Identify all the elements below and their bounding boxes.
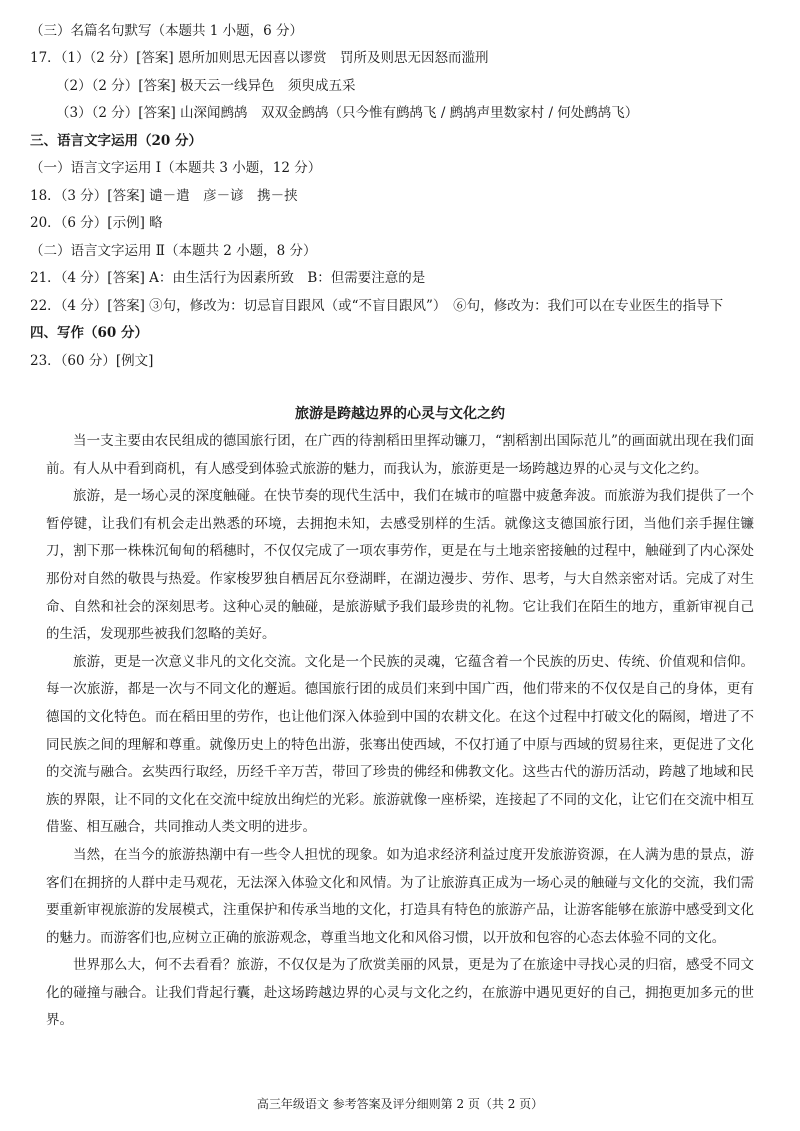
essay-body bbox=[46, 428, 754, 1035]
answer-item-22: 22．（4 分）[答案] ③句，修改为：切忌盲目跟风（或“不盲目跟风”） ⑥句，修改为：我们可以在专业医生的指导下 bbox=[30, 298, 724, 314]
essay-paragraph-5: 世界那么大，何不去看看？旅游，不仅仅是为了欣赏美丽的风景，更是为了在旅途中寻找心灵的归宿，感受不同文化的碰撞与融合。让我们背起行囊，赴这场跨越边界的心灵与文化之约，在旅游中遇见更好的自己，拥抱更加多元的世界。 bbox=[46, 957, 754, 1029]
subsection-heading-language-use-2: （二）语言文字运用 Ⅱ（本题共 2 小题，8 分） bbox=[30, 243, 317, 259]
essay-paragraph-1: 当一支主要由农民组成的德国旅行团，在广西的待割稻田里挥动镰刀，“割稻割出国际范儿”的画面就出现在我们面前。有人从中看到商机，有人感受到体验式旅游的魅力，而我认为，旅游更是一场跨越边界的心灵与文化之约。 bbox=[46, 433, 754, 477]
essay-paragraph-3: 旅游，更是一次意义非凡的文化交流。文化是一个民族的灵魂，它蕴含着一个民族的历史、传统、价值观和信仰。每一次旅游，都是一次与不同文化的邂逅。德国旅行团的成员们来到中国广西，他们带来的不仅仅是自己的身体，更有德国的文化特色。而在稻田里的劳作，也让他们深入体验到中国的农耕文化。在这个过程中打破文化的隔阂，增进了不同民族之间的理解和尊重。就像历史上的特色出游，张骞出使西域，不仅打通了中原与西域的贸易往来，更促进了文化的交流与融合。玄奘西行取经，历经千辛万苦，带回了珍贵的佛经和佛教文化。这些古代的游历活动，跨越了地域和民族的界限，让不同的文化在交流中绽放出绚烂的光彩。旅游就像一座桥梁，连接起了不同的文化，让它们在交流中相互借鉴、相互融合，共同推动人类文明的进步。 bbox=[46, 653, 754, 836]
section-heading-language-use: 三、语言文字运用（20 分） bbox=[30, 133, 202, 149]
answer-item-17-1: 17．（1）（2 分）[答案] 恩所加则思无因喜以谬赏 罚所及则思无因怒而滥刑 bbox=[30, 50, 489, 66]
answer-item-20: 20．（6 分）[示例] 略 bbox=[30, 215, 163, 231]
section-heading-famous-quotes: （三）名篇名句默写（本题共 1 小题，6 分） bbox=[30, 23, 304, 39]
subsection-heading-language-use-1: （一）语言文字运用 Ⅰ（本题共 3 小题，12 分） bbox=[30, 160, 322, 176]
answer-item-23: 23．（60 分）[例文] bbox=[30, 353, 154, 369]
section-heading-writing: 四、写作（60 分） bbox=[30, 325, 148, 341]
answer-item-17-2: （2）（2 分）[答案] 极天云一线异色 须臾成五采 bbox=[56, 78, 356, 94]
answer-item-18: 18．（3 分）[答案] 谴－遣 彦－谚 携－挟 bbox=[30, 188, 298, 204]
answer-item-21: 21．（4 分）[答案] A：由生活行为因素所致 B：但需要注意的是 bbox=[30, 270, 426, 286]
answer-item-17-3: （3）（2 分）[答案] 山深闻鹧鸪 双双金鹧鸪（只今惟有鹧鸪飞 / 鹧鸪声里数家村 / 何处鹧鸪飞） bbox=[56, 105, 639, 121]
essay-title: 旅游是跨越边界的心灵与文化之约 bbox=[295, 406, 505, 422]
essay-paragraph-2: 旅游，是一场心灵的深度触碰。在快节奏的现代生活中，我们在城市的喧嚣中疲惫奔波。而旅游为我们提供了一个暂停键，让我们有机会走出熟悉的环境，去拥抱未知，去感受别样的生活。就像这支德国旅行团，当他们亲手握住镰刀，割下那一株株沉甸甸的稻穗时，不仅仅完成了一项农事劳作，更是在与土地亲密接触的过程中，触碰到了内心深处那份对自然的敬畏与热爱。作家梭罗独自栖居瓦尔登湖畔，在湖边漫步、劳作、思考，与大自然亲密对话。完成了对生命、自然和社会的深刻思考。这种心灵的触碰，是旅游赋予我们最珍贵的礼物。它让我们在陌生的地方，重新审视自己的生活，发现那些被我们忽略的美好。 bbox=[46, 488, 754, 643]
page-footer: 高三年级语文 参考答案及评分细则第 2 页（共 2 页） bbox=[256, 1097, 544, 1111]
essay-paragraph-4: 当然，在当今的旅游热潮中有一些令人担忧的现象。如为追求经济利益过度开发旅游资源，在人满为患的景点，游客们在拥挤的人群中走马观花，无法深入体验文化和风情。为了让旅游真正成为一场心灵的触碰与文化的交流，我们需要重新审视旅游的发展模式，注重保护和传承当地的文化，打造具有特色的旅游产品，让游客能够在旅游中感受到文化的魅力。而游客们也,应树立正确的旅游观念，尊重当地文化和风俗习惯，以开放和包容的心态去体验不同的文化。 bbox=[46, 846, 754, 946]
